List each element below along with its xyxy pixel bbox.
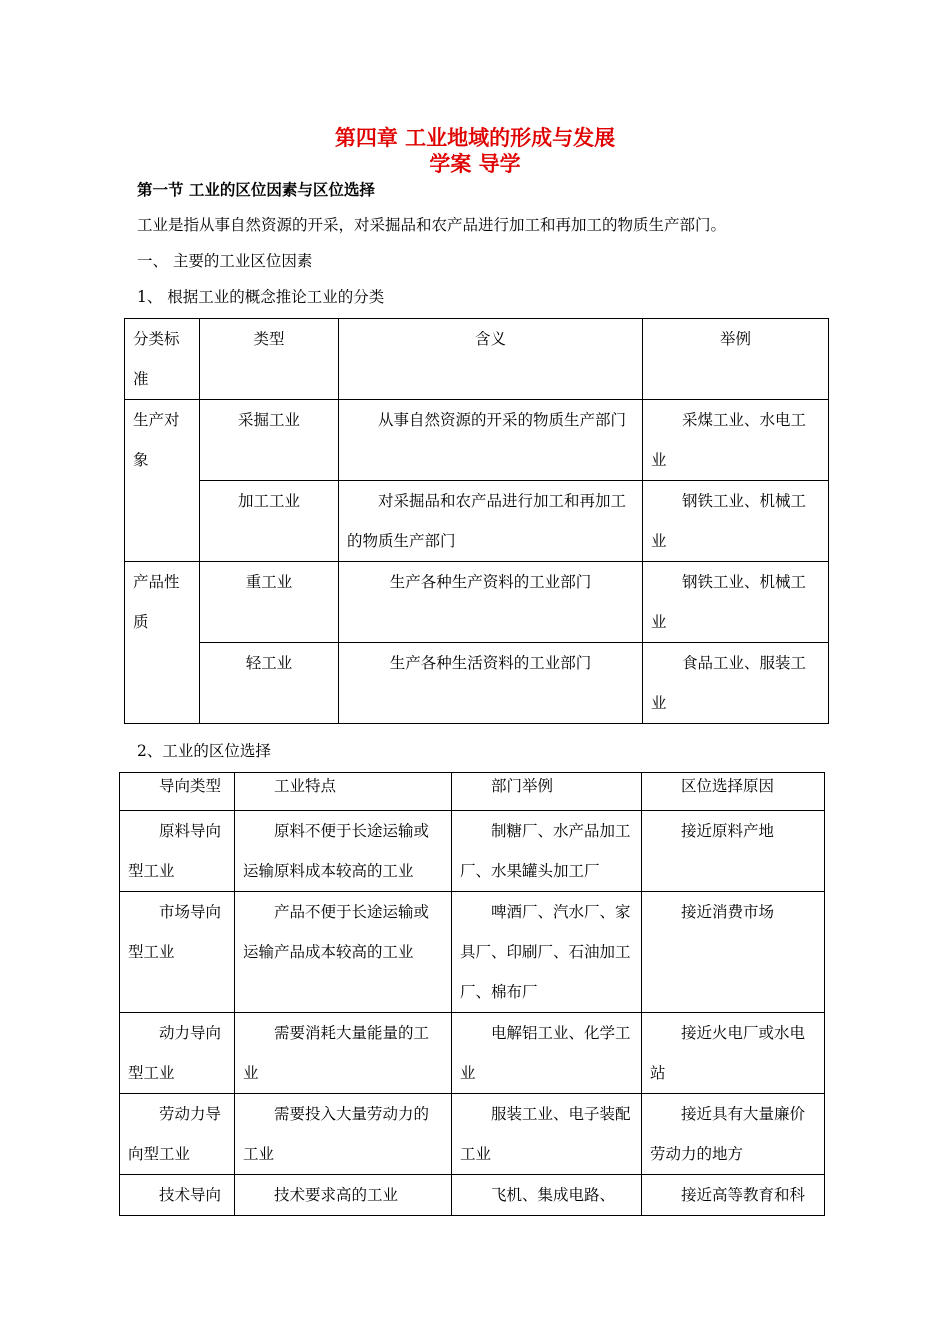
table-row [125, 643, 829, 724]
meaning-cell: 从事自然资源的开采的物质生产部门 [339, 400, 643, 481]
examples-cell: 啤酒厂、汽水厂、家具厂、印刷厂、石油加工厂、棉布厂 [452, 892, 642, 1013]
reason-cell: 接近火电厂或水电站 [642, 1013, 825, 1094]
table-row [125, 562, 829, 643]
examples-cell: 制糖厂、水产品加工厂、水果罐头加工厂 [452, 811, 642, 892]
table-header-row [120, 773, 825, 811]
orientation-cell: 技术导向 [120, 1175, 235, 1216]
table-row [120, 811, 825, 892]
reason-cell: 接近消费市场 [642, 892, 825, 1013]
examples-cell: 飞机、集成电路、 [452, 1175, 642, 1216]
feature-cell: 需要消耗大量能量的工业 [235, 1013, 452, 1094]
table-header-row [125, 319, 829, 400]
reason-cell: 接近原料产地 [642, 811, 825, 892]
classification-table [124, 318, 829, 724]
group-label: 产品性质 [125, 562, 200, 724]
header-cell: 区位选择原因 [642, 773, 825, 811]
header-cell: 举例 [643, 319, 829, 400]
feature-cell: 产品不便于长途运输或运输产品成本较高的工业 [235, 892, 452, 1013]
header-cell: 工业特点 [235, 773, 452, 811]
example-cell: 采煤工业、水电工业 [643, 400, 829, 481]
type-cell: 加工工业 [200, 481, 339, 562]
meaning-cell: 对采掘品和农产品进行加工和再加工的物质生产部门 [339, 481, 643, 562]
feature-cell: 技术要求高的工业 [235, 1175, 452, 1216]
orientation-cell: 劳动力导向型工业 [120, 1094, 235, 1175]
group-label: 生产对象 [125, 400, 200, 562]
example-cell: 钢铁工业、机械工业 [643, 481, 829, 562]
sub-heading-classification: 1、 根据工业的概念推论工业的分类 [137, 288, 385, 306]
feature-cell: 需要投入大量劳动力的工业 [235, 1094, 452, 1175]
point-one-heading: 一、 主要的工业区位因素 [137, 252, 313, 270]
examples-cell: 服装工业、电子装配工业 [452, 1094, 642, 1175]
example-cell: 钢铁工业、机械工业 [643, 562, 829, 643]
table-row [125, 481, 829, 562]
header-cell: 部门举例 [452, 773, 642, 811]
type-cell: 采掘工业 [200, 400, 339, 481]
meaning-cell: 生产各种生产资料的工业部门 [339, 562, 643, 643]
chapter-title: 第四章 工业地域的形成与发展 [334, 126, 616, 150]
type-cell: 轻工业 [200, 643, 339, 724]
location-choice-table [119, 772, 825, 1216]
header-cell: 含义 [339, 319, 643, 400]
table-row [120, 892, 825, 1013]
feature-cell: 原料不便于长途运输或运输原料成本较高的工业 [235, 811, 452, 892]
header-cell: 导向类型 [120, 773, 235, 811]
section-heading: 第一节 工业的区位因素与区位选择 [137, 181, 375, 199]
header-cell: 分类标准 [125, 319, 200, 400]
table-row [120, 1175, 825, 1216]
industry-definition: 工业是指从事自然资源的开采，对采掘品和农产品进行加工和再加工的物质生产部门。 [137, 216, 727, 234]
orientation-cell: 原料导向型工业 [120, 811, 235, 892]
chapter-subtitle: 学案 导学 [429, 152, 521, 176]
examples-cell: 电解铝工业、化学工业 [452, 1013, 642, 1094]
table-row [120, 1013, 825, 1094]
reason-cell: 接近高等教育和科 [642, 1175, 825, 1216]
table-row [125, 400, 829, 481]
type-cell: 重工业 [200, 562, 339, 643]
header-cell: 类型 [200, 319, 339, 400]
reason-cell: 接近具有大量廉价劳动力的地方 [642, 1094, 825, 1175]
orientation-cell: 动力导向型工业 [120, 1013, 235, 1094]
meaning-cell: 生产各种生活资料的工业部门 [339, 643, 643, 724]
table-row [120, 1094, 825, 1175]
example-cell: 食品工业、服装工业 [643, 643, 829, 724]
orientation-cell: 市场导向型工业 [120, 892, 235, 1013]
sub-heading-location: 2、工业的区位选择 [137, 742, 271, 760]
